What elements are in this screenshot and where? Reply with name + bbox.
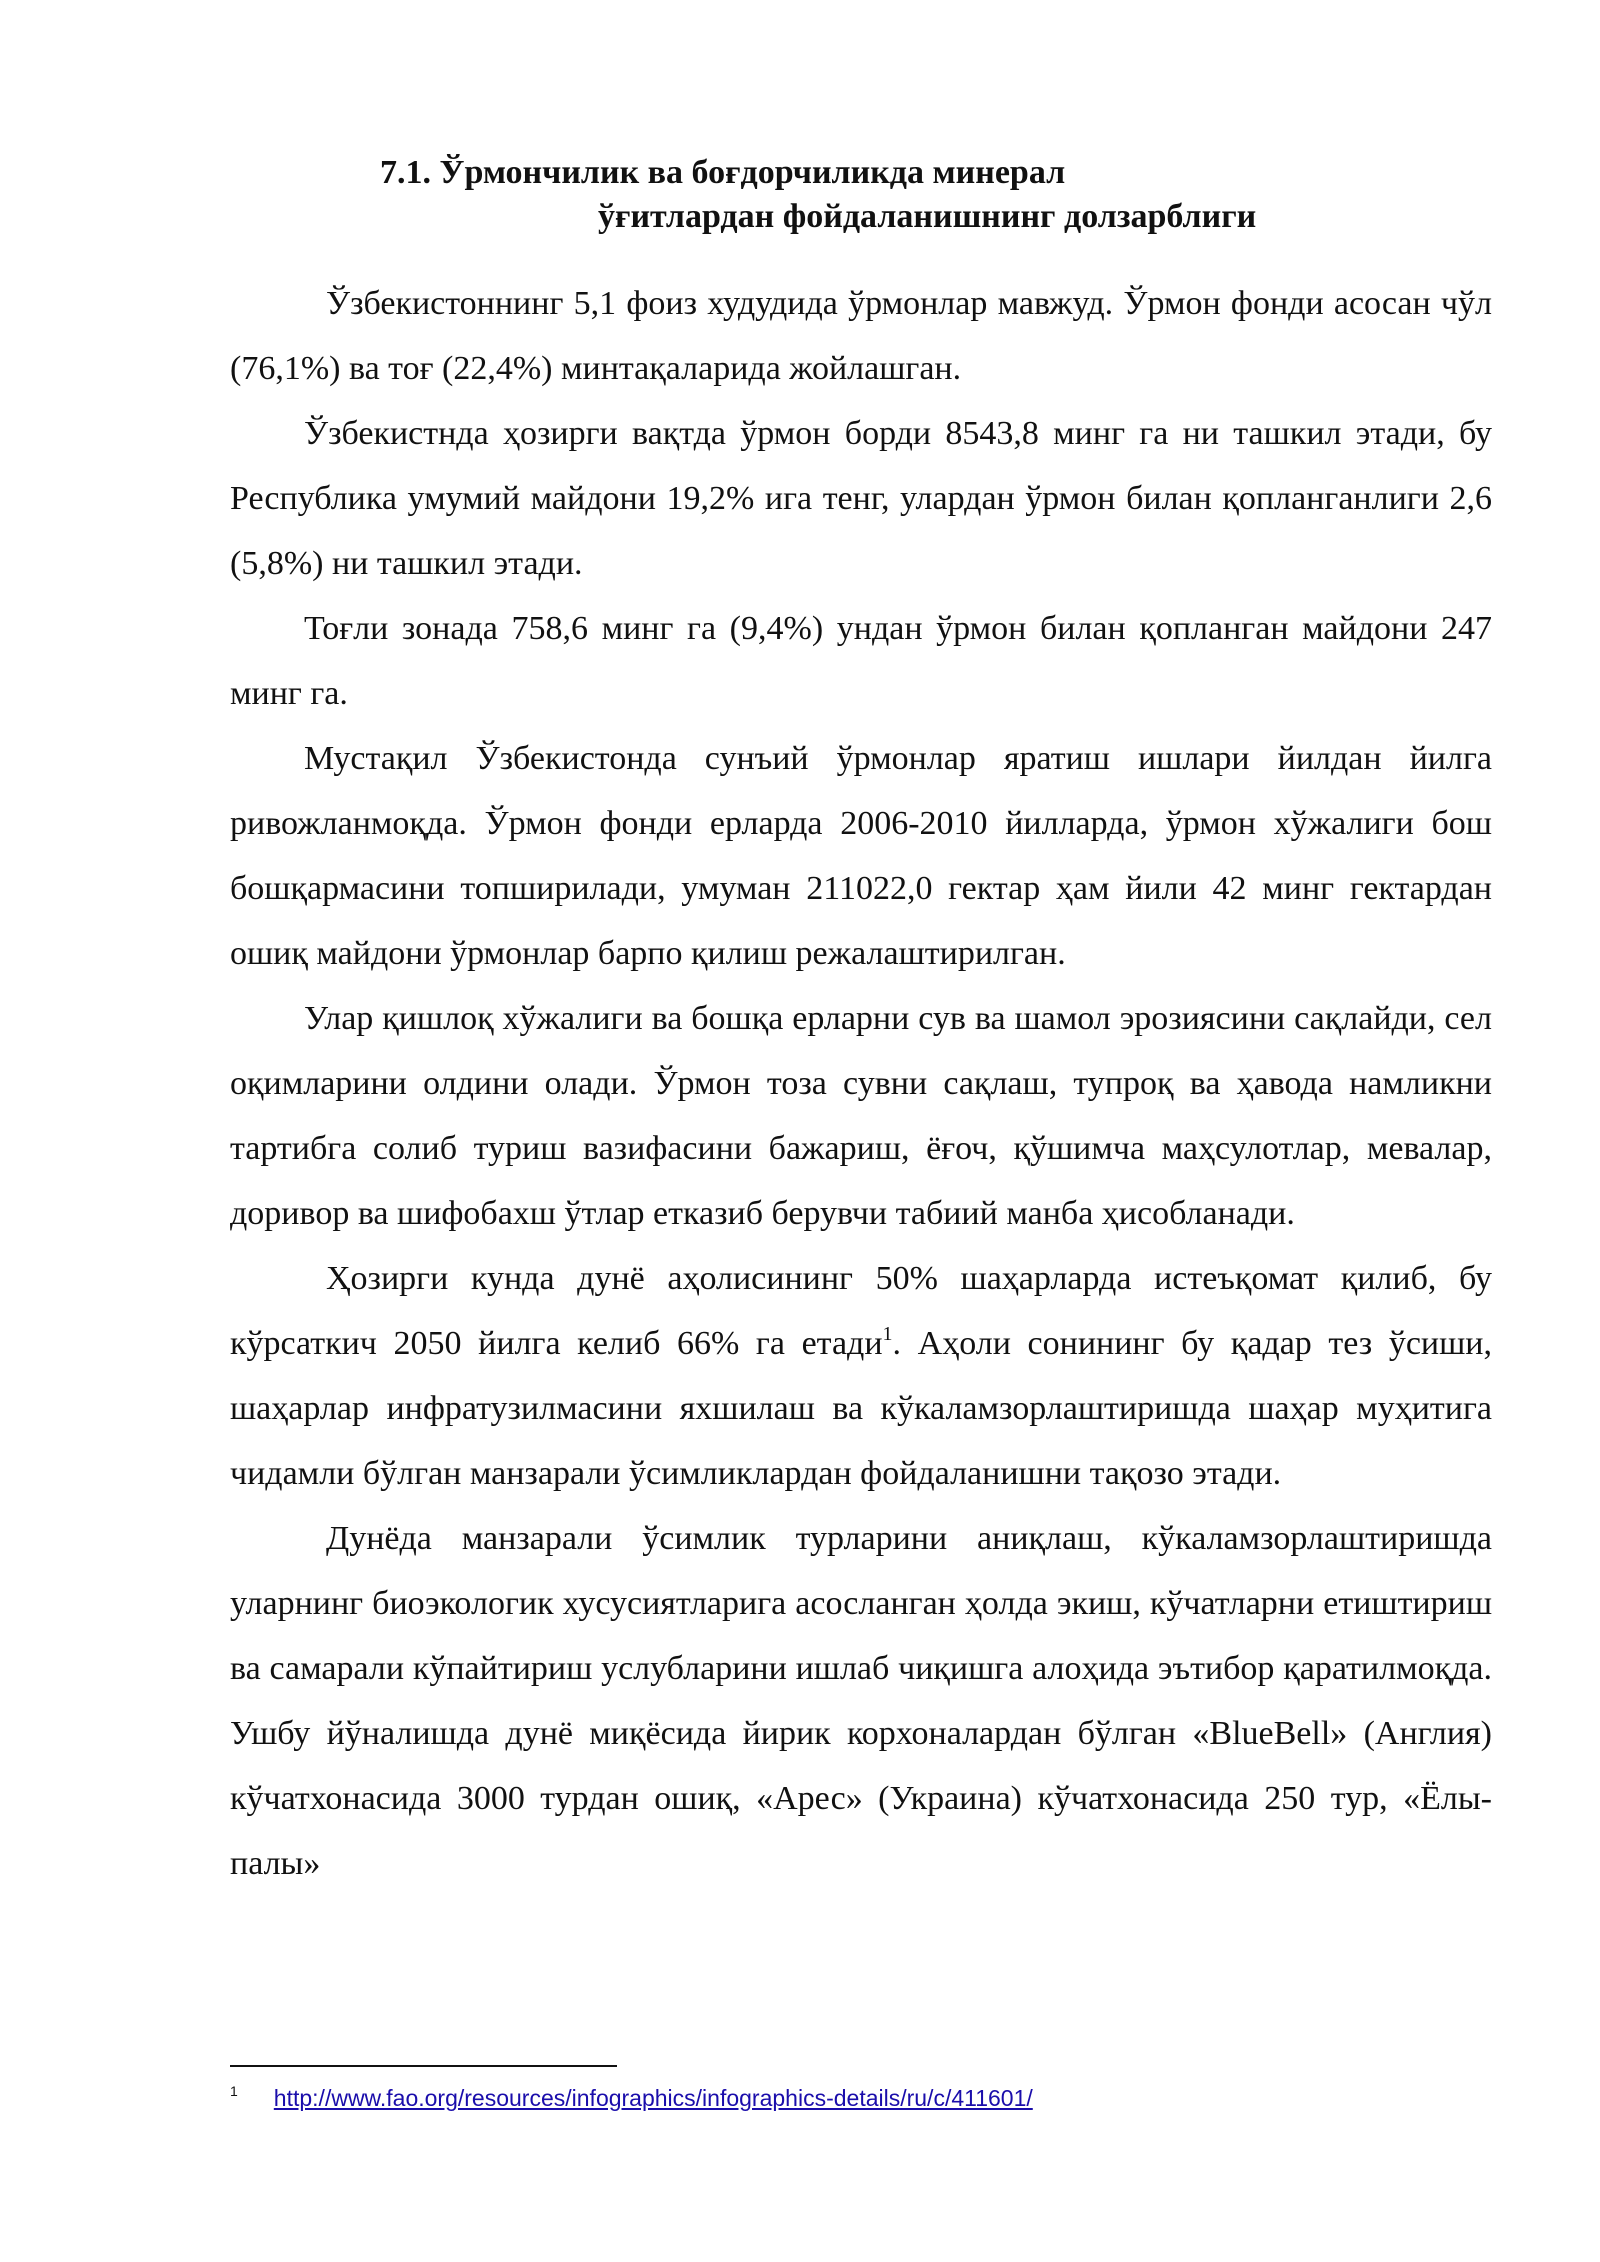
body-text [230, 271, 1492, 1896]
section-heading-line1: 7.1. Ўрмончилик ва боғдорчиликда минерал [380, 154, 1066, 191]
paragraph-4: Мустақил Ўзбекистонда сунъий ўрмонлар яратиш ишлари йилдан йилга ривожланмоқда. Ўрмон фонди ерларда 2006-2010 йилларда, ўрмон хўжалиги бош бошқармасини топширилади, умуман 211022,0 гектар ҳам йили 42 минг гектардан ошиқ майдони ўрмонлар барпо қилиш режалаштирилган. [230, 740, 1492, 972]
paragraph-2: Ўзбекистнда ҳозирги вақтда ўрмон борди 8543,8 минг га ни ташкил этади, бу Республика умумий майдони 19,2% ига тенг, улардан ўрмон билан қопланганлиги 2,6 (5,8%) ни ташкил этади. [230, 415, 1492, 582]
footnote-separator [230, 2065, 617, 2067]
paragraph-3: Тоғли зонада 758,6 минг га (9,4%) ундан ўрмон билан қопланган майдони 247 минг га. [230, 610, 1492, 712]
paragraph-5: Улар қишлоқ хўжалиги ва бошқа ерларни сув ва шамол эрозиясини сақлайди, сел оқимларини олдини олади. Ўрмон тоза сувни сақлаш, тупроқ ва ҳавода намликни тартибга солиб туриш вазифасини бажариш, ёғоч, қўшимча маҳсулотлар, мевалар, доривор ва шифобахш ўтлар етказиб берувчи табиий манба ҳисобланади. [230, 1000, 1492, 1232]
paragraph-1: Ўзбекистоннинг 5,1 фоиз худудида ўрмонлар мавжуд. Ўрмон фонди асосан чўл (76,1%) ва тоғ (22,4%) минтақаларида жойлашган. [230, 285, 1492, 387]
paragraph-7: Дунёда манзарали ўсимлик турларини аниқлаш, кўкаламзорлаштиришда уларнинг биоэкологик хусусиятларига асосланган ҳолда экиш, кўчатларни етиштириш ва самарали кўпайтириш услубларини ишлаб чиқишга алоҳида эътибор қаратилмоқда. Ушбу йўналишда дунё миқёсида йирик корхоналардан бўлган «BlueBell» (Англия) кўчатхонасида 3000 турдан ошиқ, «Арес» (Украина) кўчатхонасида 250 тур, «Ёлы-палы» [230, 1520, 1492, 1882]
footnote-reference[interactable]: 1 [882, 1323, 893, 1345]
footnote-mark: 1 [230, 2083, 238, 2099]
footnote-link[interactable]: http://www.fao.org/resources/infographics/infographics-details/ru/c/411601/ [273, 2085, 1033, 2111]
footnote [230, 2076, 1033, 2113]
paragraph-6-text-before: Ҳозирги кунда дунё аҳолисининг 50% шаҳарларда истеъқомат қилиб, бу кўрсаткич 2050 йилга келиб 66% га етади [230, 1260, 1492, 1362]
paragraph-6 [230, 1246, 1492, 1506]
section-heading-line2: ўғитлардан фойдаланишнинг долзарблиги [598, 198, 1257, 235]
paragraph-6-text-after: . Аҳоли сонининг бу қадар тез ўсиши, шаҳарлар инфратузилмасини яхшилаш ва кўкаламзорлаштиришда шаҳар муҳитига чидамли бўлган манзарали ўсимликлардан фойдаланишни тақозо этади. [230, 1325, 1492, 1492]
